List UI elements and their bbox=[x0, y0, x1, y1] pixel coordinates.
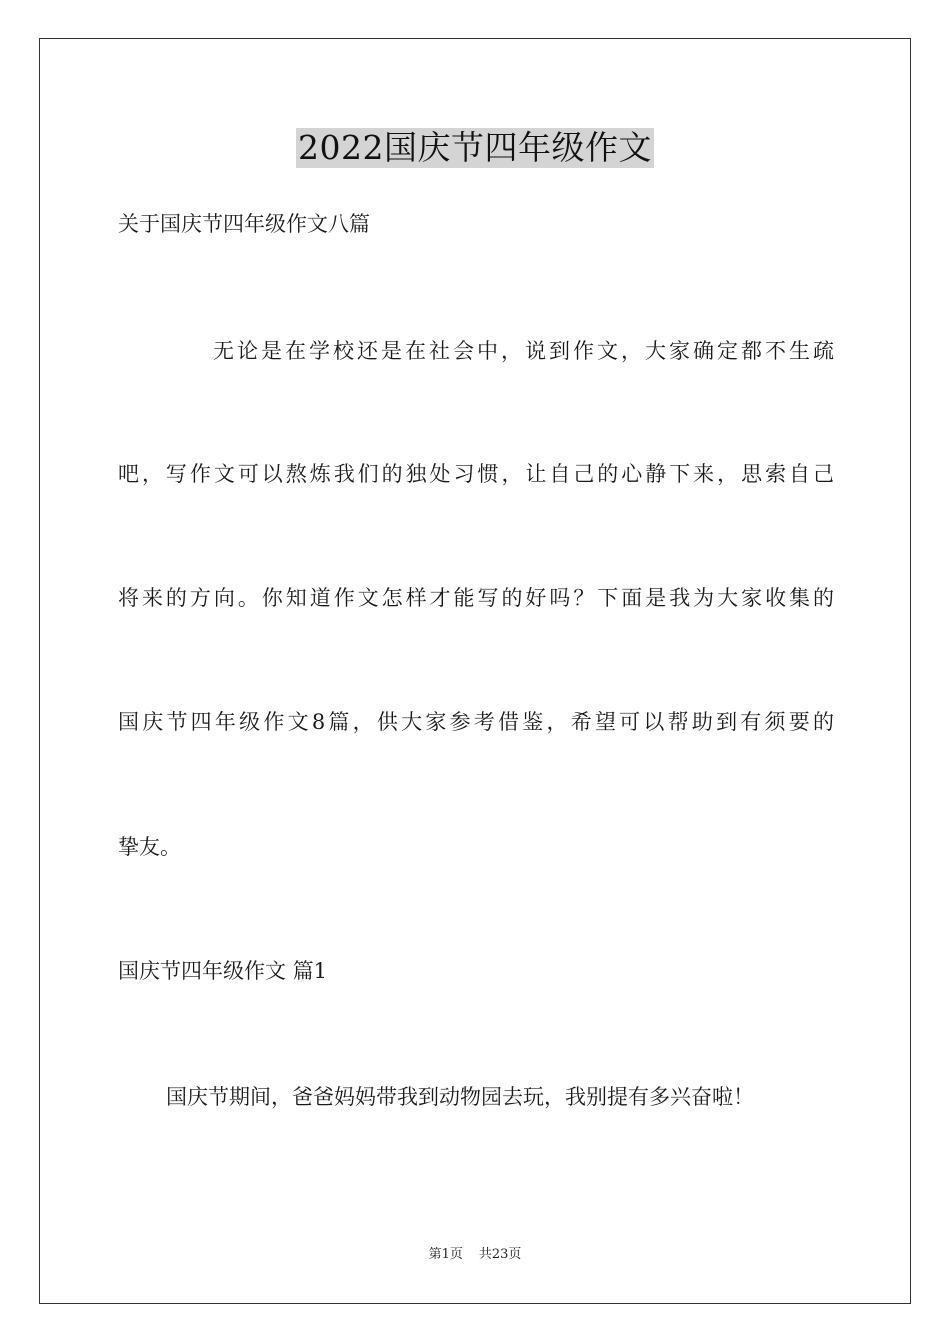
page-total: 共23页 bbox=[478, 1247, 522, 1262]
document-title: 2022国庆节四年级作文 bbox=[298, 128, 652, 167]
section-paragraph-line: 国庆节期间，爸爸妈妈带我到动物园去玩，我别提有多兴奋啦！ bbox=[166, 1085, 754, 1109]
intro-line-2: 吧，写作文可以熬炼我们的独处习惯，让自己的心静下来，思索自己 bbox=[118, 462, 834, 486]
intro-line-5: 挚友。 bbox=[118, 835, 181, 859]
title-container bbox=[0, 128, 950, 168]
intro-line-3: 将来的方向。你知道作文怎样才能写的好吗？下面是我为大家收集的 bbox=[118, 586, 834, 610]
page-footer bbox=[0, 1246, 950, 1264]
page-number: 第1页 bbox=[428, 1247, 463, 1262]
intro-line-4: 国庆节四年级作文8篇，供大家参考借鉴，希望可以帮助到有须要的 bbox=[118, 710, 834, 734]
section-heading: 国庆节四年级作文 篇1 bbox=[118, 959, 328, 983]
intro-line-1: 无论是在学校还是在社会中，说到作文，大家确定都不生疏 bbox=[213, 339, 834, 363]
document-subtitle: 关于国庆节四年级作文八篇 bbox=[118, 212, 370, 236]
